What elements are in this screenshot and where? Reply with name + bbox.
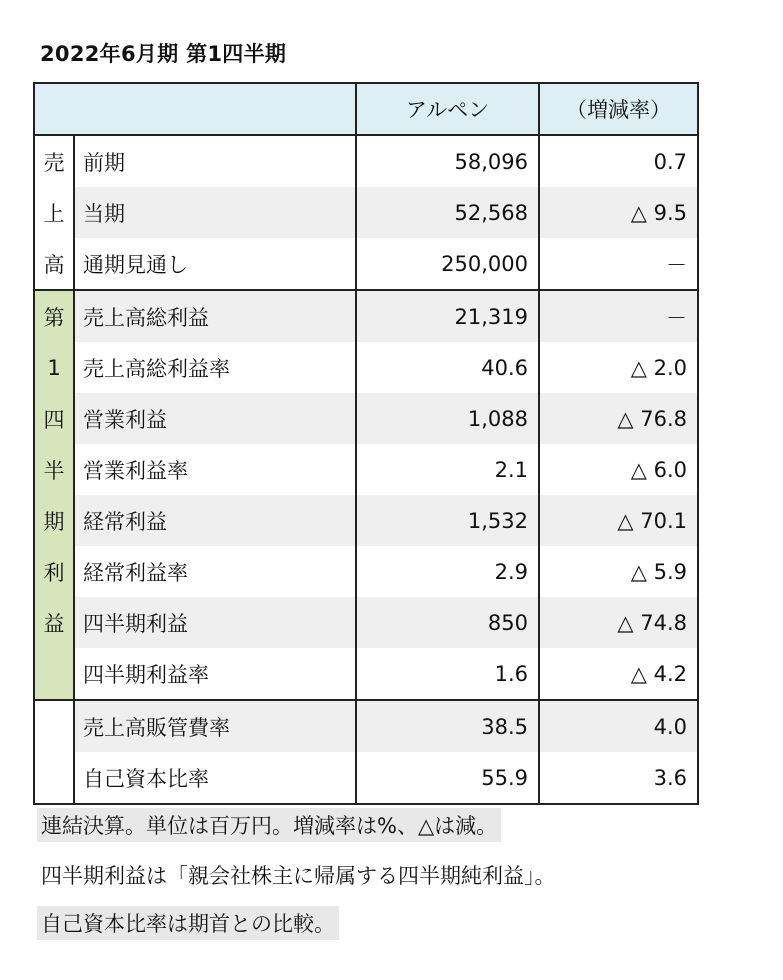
note-line: 自己資本比率は期首との比較。: [37, 906, 339, 940]
row-value: 1,088: [356, 393, 539, 444]
row-label: 経常利益率: [74, 546, 356, 597]
row-label: 売上高総利益: [74, 290, 356, 342]
table-row: [34, 342, 698, 393]
row-change: △ 4.2: [539, 648, 698, 700]
row-change: △ 9.5: [539, 187, 698, 238]
row-change: △ 6.0: [539, 444, 698, 495]
table-row: [34, 546, 698, 597]
table-row: [34, 700, 698, 752]
row-value: 2.1: [356, 444, 539, 495]
row-value: 38.5: [356, 700, 539, 752]
row-label: 自己資本比率: [74, 752, 356, 804]
table-row: [34, 290, 698, 342]
row-change: －: [539, 290, 698, 342]
category-char: 売: [34, 135, 74, 187]
category-char: 期: [34, 495, 74, 546]
table-row: [34, 495, 698, 546]
category-char: 上: [34, 187, 74, 238]
row-change: 3.6: [539, 752, 698, 804]
row-change: －: [539, 238, 698, 290]
row-value: 250,000: [356, 238, 539, 290]
row-label: 売上高販管費率: [74, 700, 356, 752]
table-header-row: [34, 83, 698, 135]
page-title: 2022年6月期 第1四半期: [40, 42, 287, 66]
row-change: △ 76.8: [539, 393, 698, 444]
header-blank-cell: [34, 83, 356, 135]
note-line: 連結決算。単位は百万円。増減率は%、△は減。: [37, 808, 501, 842]
category-char: 1: [34, 342, 74, 393]
row-label: 四半期利益率: [74, 648, 356, 700]
table-row: [34, 135, 698, 187]
row-label: 売上高総利益率: [74, 342, 356, 393]
category-char-empty: [34, 700, 74, 752]
row-change: △ 70.1: [539, 495, 698, 546]
table-row: [34, 444, 698, 495]
row-label: 営業利益: [74, 393, 356, 444]
row-change: 0.7: [539, 135, 698, 187]
table-row: [34, 597, 698, 648]
category-char: 益: [34, 597, 74, 648]
row-value: 52,568: [356, 187, 539, 238]
category-char: 利: [34, 546, 74, 597]
row-value: 850: [356, 597, 539, 648]
category-char: 半: [34, 444, 74, 495]
category-char: 四: [34, 393, 74, 444]
row-label: 前期: [74, 135, 356, 187]
note-line: 四半期利益は「親会社株主に帰属する四半期純利益」。: [41, 864, 556, 888]
row-change: △ 74.8: [539, 597, 698, 648]
row-label: 経常利益: [74, 495, 356, 546]
table-row: [34, 238, 698, 290]
row-value: 1,532: [356, 495, 539, 546]
row-change: △ 2.0: [539, 342, 698, 393]
row-value: 40.6: [356, 342, 539, 393]
row-label: 当期: [74, 187, 356, 238]
row-value: 58,096: [356, 135, 539, 187]
row-value: 21,319: [356, 290, 539, 342]
header-change: （増減率）: [539, 83, 698, 135]
table-row: [34, 648, 698, 700]
table-row: [34, 752, 698, 804]
financial-table: [33, 82, 699, 805]
row-value: 55.9: [356, 752, 539, 804]
row-change: 4.0: [539, 700, 698, 752]
row-change: △ 5.9: [539, 546, 698, 597]
category-char: 第: [34, 290, 74, 342]
category-char: 高: [34, 238, 74, 290]
row-value: 2.9: [356, 546, 539, 597]
header-company: アルペン: [356, 83, 539, 135]
category-char-empty: [34, 752, 74, 804]
category-char-empty: [34, 648, 74, 700]
table-row: [34, 393, 698, 444]
row-label: 四半期利益: [74, 597, 356, 648]
row-label: 通期見通し: [74, 238, 356, 290]
row-label: 営業利益率: [74, 444, 356, 495]
table-row: [34, 187, 698, 238]
row-value: 1.6: [356, 648, 539, 700]
